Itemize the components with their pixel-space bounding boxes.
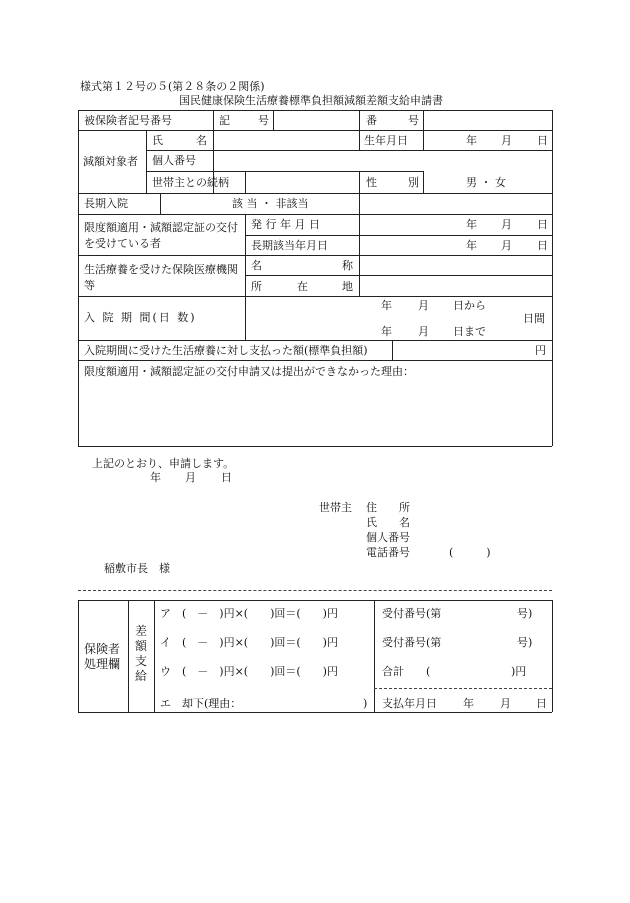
sex-options[interactable]: 男 ・ 女 — [466, 176, 506, 189]
payment-year: 年 — [463, 697, 474, 710]
long-stay-date-label: 長期該当年月日 — [251, 239, 328, 252]
kigou-label-1: 記 — [219, 114, 230, 127]
office-label: 保険者処理欄 — [84, 642, 121, 671]
applicant-personal-no-label: 個人番号 — [366, 531, 410, 544]
long-stay-day: 日 — [537, 239, 548, 252]
period-from-year: 年 — [381, 299, 392, 312]
bangou-label-1: 番 — [366, 114, 377, 127]
application-year: 年 — [150, 471, 161, 484]
calc-row-i: イ ( － )円×( )回＝( )円 — [160, 636, 338, 649]
addressee: 稲敷市長 様 — [104, 562, 170, 575]
facility-addr-label-1: 所 — [251, 280, 262, 293]
period-from-month: 月 — [418, 299, 429, 312]
long-stay-options[interactable]: 該 当 ・ 非該当 — [232, 197, 309, 210]
issue-date-label: 発 行 年 月 日 — [251, 218, 320, 231]
long-stay-year: 年 — [466, 239, 477, 252]
issue-day: 日 — [537, 218, 548, 231]
birth-month: 月 — [501, 134, 512, 147]
facility-name-label-1: 名 — [251, 259, 262, 272]
total-end: )円 — [511, 665, 527, 678]
birth-day: 日 — [537, 134, 548, 147]
householder-label: 世帯主 — [319, 501, 352, 514]
period-to-year: 年 — [381, 325, 392, 338]
diff-payment-label: 差額支給 — [134, 624, 147, 683]
issue-month: 月 — [501, 218, 512, 231]
bangou-label-2: 号 — [408, 114, 419, 127]
application-month: 月 — [185, 471, 196, 484]
application-day: 日 — [221, 471, 232, 484]
facility-name-label-2: 称 — [342, 259, 353, 272]
period-from-day: 日から — [453, 299, 486, 312]
sex-label-1: 性 — [366, 176, 377, 189]
phone-label: 電話番号 — [366, 546, 410, 559]
certificate-holder-label: 限度額適用・減額認定証の交付を受けている者 — [84, 221, 238, 250]
personal-number-label: 個人番号 — [152, 154, 196, 167]
days-unit: 日間 — [523, 312, 545, 325]
kigou-label-2: 号 — [258, 114, 269, 127]
relation-label: 世帯主との続柄 — [152, 176, 229, 189]
facility-addr-label-3: 地 — [342, 280, 353, 293]
paid-amount-label: 入院期間に受けた生活療養に対し支払った額(標準負担額) — [84, 344, 368, 357]
address-label: 住 所 — [366, 501, 410, 514]
payment-month: 月 — [500, 697, 511, 710]
applicant-name-label: 氏 名 — [366, 516, 410, 529]
name-label-2: 名 — [196, 134, 207, 147]
calc-row-u: ウ ( － )円×( )回＝( )円 — [160, 665, 338, 678]
birth-date-label: 生年月日 — [364, 134, 408, 147]
reject-close-paren: ) — [363, 697, 368, 710]
reject-row: エ 却下(理由： — [160, 697, 242, 710]
phone-parens: ( ) — [449, 546, 491, 559]
reason-label: 限度額適用・減額認定証の交付申請又は提出ができなかった理由： — [84, 365, 414, 378]
period-to-day: 日まで — [453, 325, 486, 338]
period-to-month: 月 — [418, 325, 429, 338]
paid-yen: 円 — [535, 344, 546, 357]
application-statement: 上記のとおり、申請します。 — [92, 457, 235, 470]
name-label-1: 氏 — [152, 134, 163, 147]
payment-date-label: 支払年月日 — [382, 697, 437, 710]
insured-code-label: 被保険者記号番号 — [84, 114, 172, 127]
receipt-number-2-end: 号) — [517, 636, 533, 649]
sex-label-2: 別 — [408, 176, 419, 189]
form-number: 様式第１２号の５(第２８条の２関係) — [80, 80, 265, 93]
payment-day: 日 — [536, 697, 547, 710]
receipt-number-1-end: 号) — [517, 607, 533, 620]
period-label: 入 院 期 間(日 数) — [84, 311, 197, 324]
target-person-label: 減額対象者 — [83, 155, 138, 168]
total-label: 合計 ( — [382, 665, 431, 678]
cut-line — [78, 590, 552, 591]
long-stay-label: 長期入院 — [84, 197, 128, 210]
issue-year: 年 — [466, 218, 477, 231]
receipt-number-1: 受付番号(第 — [382, 607, 442, 620]
long-stay-month: 月 — [501, 239, 512, 252]
receipt-number-2: 受付番号(第 — [382, 636, 442, 649]
birth-year: 年 — [466, 134, 477, 147]
form-title: 国民健康保険生活療養標準負担額減額差額支給申請書 — [179, 94, 443, 107]
facility-label: 生活療養を受けた保険医療機関等 — [84, 263, 238, 292]
facility-addr-label-2: 在 — [297, 280, 308, 293]
calc-row-a: ア ( － )円×( )回＝( )円 — [160, 607, 338, 620]
